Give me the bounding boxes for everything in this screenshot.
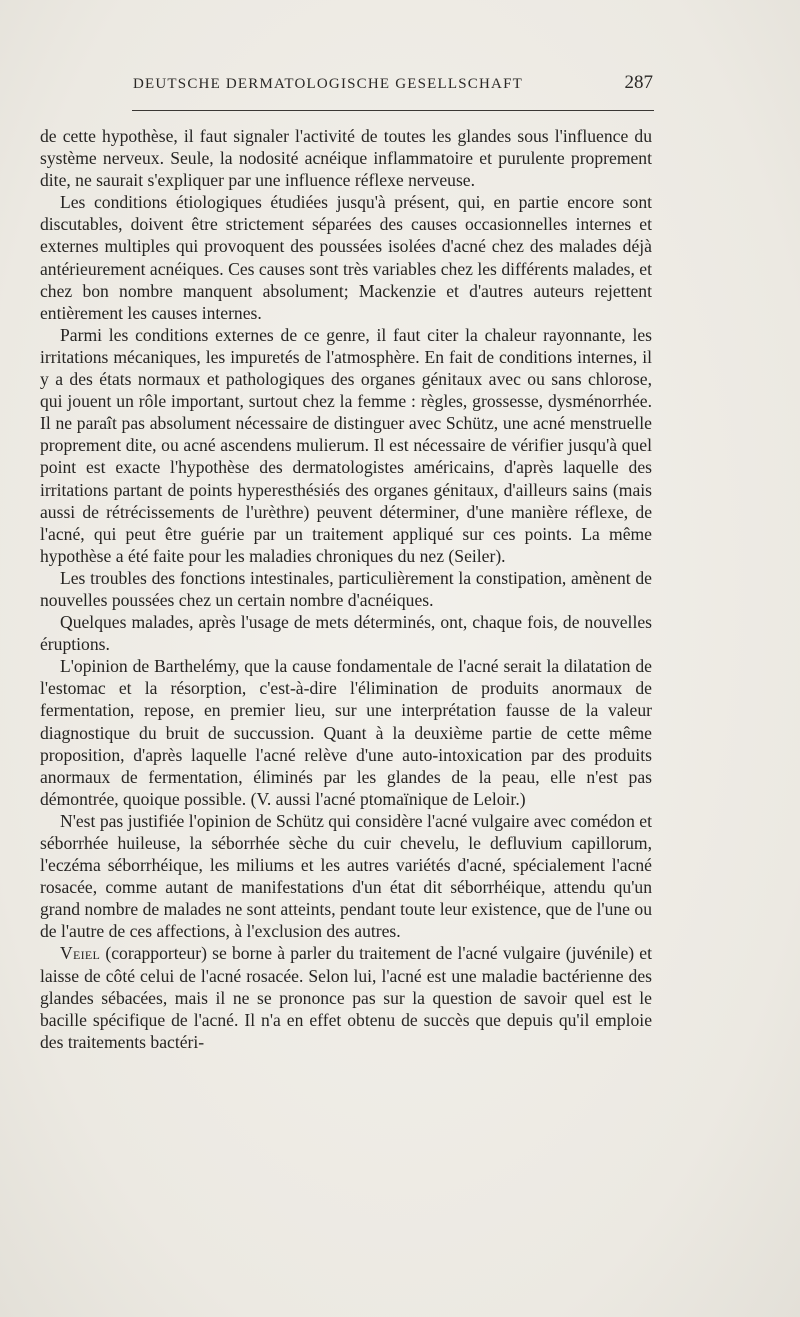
paragraph-6: L'opinion de Barthelémy, que la cause fondamentale de l'acné serait la dilatation de l'estomac et la résorption, c'est-à-dire l'élimination de produits anormaux de fermentation, repose, en premier lieu, sur une interprétation fausse de la valeur diagnostique du bruit de succussion. Quant à la deuxième partie de cette même proposition, d'après laquelle l'acné relève d'une auto-intoxication par des produits anormaux de fermentation, éliminés par les glandes de la peau, elle n'est pas démontrée, quoique possible. (V. aussi l'acné ptomaïnique de Leloir.) xyxy=(40,656,652,809)
page-number: 287 xyxy=(624,72,653,93)
paragraph-3: Parmi les conditions externes de ce genre, il faut citer la chaleur rayonnante, les irritations mécaniques, les impuretés de l'atmosphère. En fait de conditions internes, il y a des états normaux et pathologiques des organes génitaux avec ou sans chlorose, qui jouent un rôle important, surtout chez la femme : règles, grossesse, dysménorrhée. Il ne paraît pas absolument nécessaire de distinguer avec Schütz, une acné menstruelle proprement dite, ou acné ascendens mulierum. Il est nécessaire de vérifier jusqu'à quel point est exacte l'hypothèse des dermatologistes américains, d'après laquelle des irritations partant de points hyperesthésiés des organes génitaux, d'ailleurs sains (mais aussi de rétrécissements de l'urèthre) peuvent déterminer, d'une manière réflexe, de l'acné, qui peut être guérie par un traitement appliqué sur ces points. La même hypothèse a été faite pour les maladies chroniques du nez (Seiler). xyxy=(40,324,652,566)
paragraph-4: Les troubles des fonctions intestinales, particulièrement la constipation, amènent de nouvelles poussées chez un certain nombre d'acnéiques. xyxy=(40,567,652,610)
paragraph-8-text: (corapporteur) se borne à parler du traitement de l'acné vulgaire (juvénile) et laisse de côté celui de l'acné rosacée. Selon lui, l'acné est une maladie bactérienne des glandes sébacées, mais il ne se prononce pas sur la question de savoir quel est le bacille spécifique de l'acné. Il n'a en effet obtenu de succès que depuis qu'il emploie des traitements bactéri- xyxy=(40,943,652,1052)
paragraph-8 xyxy=(40,942,652,1052)
header-rule xyxy=(132,110,654,111)
author-name: Veiel xyxy=(60,943,101,964)
running-title: DEUTSCHE DERMATOLOGISCHE GESELLSCHAFT xyxy=(133,76,523,92)
paragraph-2: Les conditions étiologiques étudiées jusqu'à présent, qui, en partie encore sont discutables, doivent être strictement séparées des causes occasionnelles internes et externes multiples qui provoquent des poussées isolées d'acné chez des malades déjà antérieurement acnéiques. Ces causes sont très variables chez les différents malades, et chez bon nombre manquent absolument; Mackenzie et d'autres auteurs rejettent entièrement les causes internes. xyxy=(40,192,652,323)
body-text xyxy=(40,125,652,1053)
paragraph-1: de cette hypothèse, il faut signaler l'activité de toutes les glandes sous l'influence du système nerveux. Seule, la nodosité acnéique inflammatoire et purulente proprement dite, ne saurait s'expliquer par une influence réflexe nerveuse. xyxy=(40,126,652,191)
paragraph-7: N'est pas justifiée l'opinion de Schütz qui considère l'acné vulgaire avec comédon et séborrhée huileuse, la séborrhée sèche du cuir chevelu, le defluvium capillorum, l'eczéma séborrhéique, les miliums et les autres variétés d'acné, spécialement l'acné rosacée, comme autant de manifestations d'un état dit séborrhéique, attendu qu'un grand nombre de malades ne sont atteints, pendant toute leur existence, que de l'une ou de l'autre de ces affections, à l'exclusion des autres. xyxy=(40,810,652,942)
paragraph-5: Quelques malades, après l'usage de mets déterminés, ont, chaque fois, de nouvelles éruptions. xyxy=(40,612,652,655)
